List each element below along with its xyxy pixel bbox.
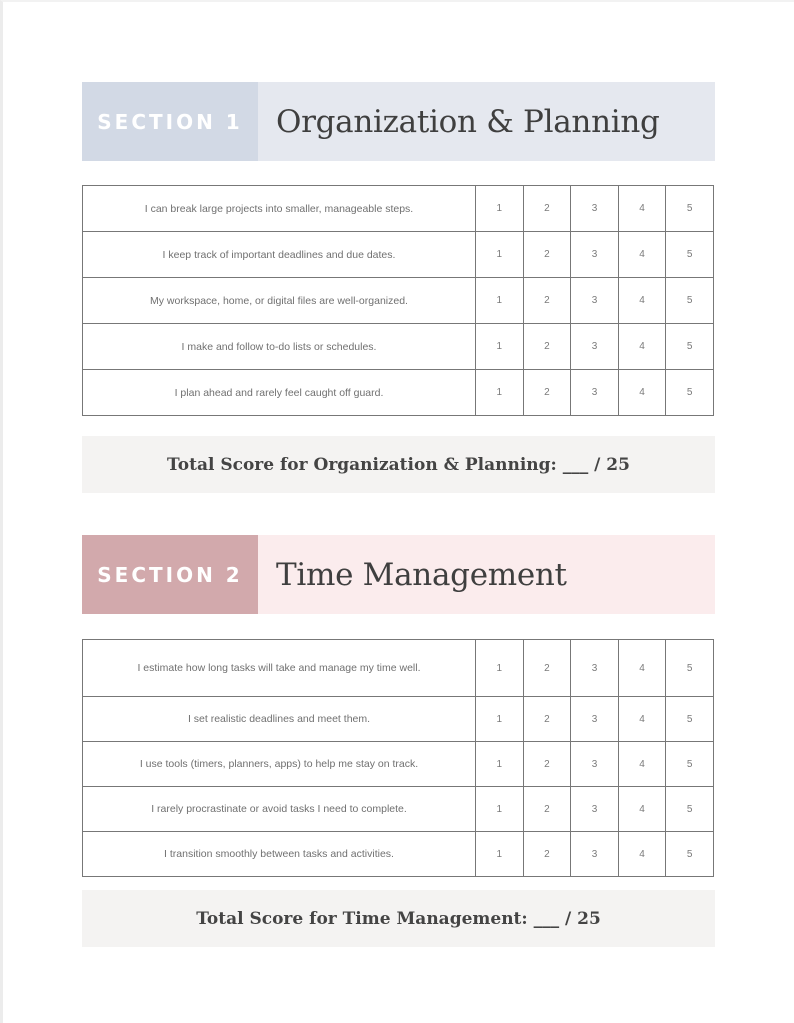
section-1-total-score: Total Score for Organization & Planning: ___ / 25 — [82, 436, 715, 493]
rating-option-4[interactable]: 4 — [618, 324, 666, 370]
section-1-rating-table — [82, 185, 714, 416]
rating-option-4[interactable]: 4 — [618, 232, 666, 278]
rating-option-2[interactable]: 2 — [523, 324, 571, 370]
table-row — [83, 742, 714, 787]
section-1-title: Organization & Planning — [258, 82, 715, 161]
rating-option-3[interactable]: 3 — [571, 640, 619, 697]
rating-option-3[interactable]: 3 — [571, 742, 619, 787]
section-1-header — [82, 82, 715, 161]
rating-option-3[interactable]: 3 — [571, 186, 619, 232]
table-row — [83, 370, 714, 416]
rating-option-5[interactable]: 5 — [666, 697, 714, 742]
rating-option-5[interactable]: 5 — [666, 787, 714, 832]
rating-option-2[interactable]: 2 — [523, 370, 571, 416]
rating-option-1[interactable]: 1 — [476, 232, 524, 278]
rating-option-1[interactable]: 1 — [476, 370, 524, 416]
question-text: I rarely procrastinate or avoid tasks I need to complete. — [83, 787, 476, 832]
rating-option-2[interactable]: 2 — [523, 697, 571, 742]
rating-option-2[interactable]: 2 — [523, 742, 571, 787]
table-row — [83, 324, 714, 370]
section-2-label: SECTION 2 — [82, 535, 258, 614]
rating-option-3[interactable]: 3 — [571, 832, 619, 877]
table-row — [83, 697, 714, 742]
question-text: I set realistic deadlines and meet them. — [83, 697, 476, 742]
rating-option-3[interactable]: 3 — [571, 324, 619, 370]
question-text: I transition smoothly between tasks and activities. — [83, 832, 476, 877]
rating-option-2[interactable]: 2 — [523, 787, 571, 832]
rating-option-5[interactable]: 5 — [666, 278, 714, 324]
question-text: I estimate how long tasks will take and manage my time well. — [83, 640, 476, 697]
rating-option-1[interactable]: 1 — [476, 742, 524, 787]
rating-option-2[interactable]: 2 — [523, 186, 571, 232]
rating-option-4[interactable]: 4 — [618, 697, 666, 742]
section-1-label: SECTION 1 — [82, 82, 258, 161]
rating-option-3[interactable]: 3 — [571, 697, 619, 742]
rating-option-5[interactable]: 5 — [666, 324, 714, 370]
question-text: I make and follow to-do lists or schedules. — [83, 324, 476, 370]
rating-option-4[interactable]: 4 — [618, 787, 666, 832]
rating-option-2[interactable]: 2 — [523, 832, 571, 877]
rating-option-3[interactable]: 3 — [571, 278, 619, 324]
question-text: My workspace, home, or digital files are well-organized. — [83, 278, 476, 324]
table-row — [83, 832, 714, 877]
rating-option-4[interactable]: 4 — [618, 640, 666, 697]
rating-option-1[interactable]: 1 — [476, 697, 524, 742]
question-text: I plan ahead and rarely feel caught off guard. — [83, 370, 476, 416]
rating-option-1[interactable]: 1 — [476, 640, 524, 697]
table-row — [83, 232, 714, 278]
question-text: I can break large projects into smaller, manageable steps. — [83, 186, 476, 232]
rating-option-5[interactable]: 5 — [666, 232, 714, 278]
rating-option-3[interactable]: 3 — [571, 370, 619, 416]
rating-option-5[interactable]: 5 — [666, 370, 714, 416]
rating-option-3[interactable]: 3 — [571, 787, 619, 832]
rating-option-1[interactable]: 1 — [476, 186, 524, 232]
rating-option-2[interactable]: 2 — [523, 640, 571, 697]
table-row — [83, 278, 714, 324]
rating-option-1[interactable]: 1 — [476, 832, 524, 877]
rating-option-5[interactable]: 5 — [666, 640, 714, 697]
table-row — [83, 186, 714, 232]
section-2-total-score: Total Score for Time Management: ___ / 25 — [82, 890, 715, 947]
section-2-header — [82, 535, 715, 614]
table-row — [83, 640, 714, 697]
question-text: I use tools (timers, planners, apps) to help me stay on track. — [83, 742, 476, 787]
rating-option-5[interactable]: 5 — [666, 832, 714, 877]
rating-option-5[interactable]: 5 — [666, 186, 714, 232]
rating-option-1[interactable]: 1 — [476, 324, 524, 370]
table-row — [83, 787, 714, 832]
rating-option-4[interactable]: 4 — [618, 832, 666, 877]
rating-option-1[interactable]: 1 — [476, 787, 524, 832]
rating-option-4[interactable]: 4 — [618, 742, 666, 787]
rating-option-2[interactable]: 2 — [523, 278, 571, 324]
rating-option-5[interactable]: 5 — [666, 742, 714, 787]
rating-option-4[interactable]: 4 — [618, 370, 666, 416]
question-text: I keep track of important deadlines and due dates. — [83, 232, 476, 278]
rating-option-4[interactable]: 4 — [618, 186, 666, 232]
section-2-rating-table — [82, 639, 714, 877]
rating-option-2[interactable]: 2 — [523, 232, 571, 278]
rating-option-1[interactable]: 1 — [476, 278, 524, 324]
rating-option-4[interactable]: 4 — [618, 278, 666, 324]
section-2-title: Time Management — [258, 535, 715, 614]
rating-option-3[interactable]: 3 — [571, 232, 619, 278]
